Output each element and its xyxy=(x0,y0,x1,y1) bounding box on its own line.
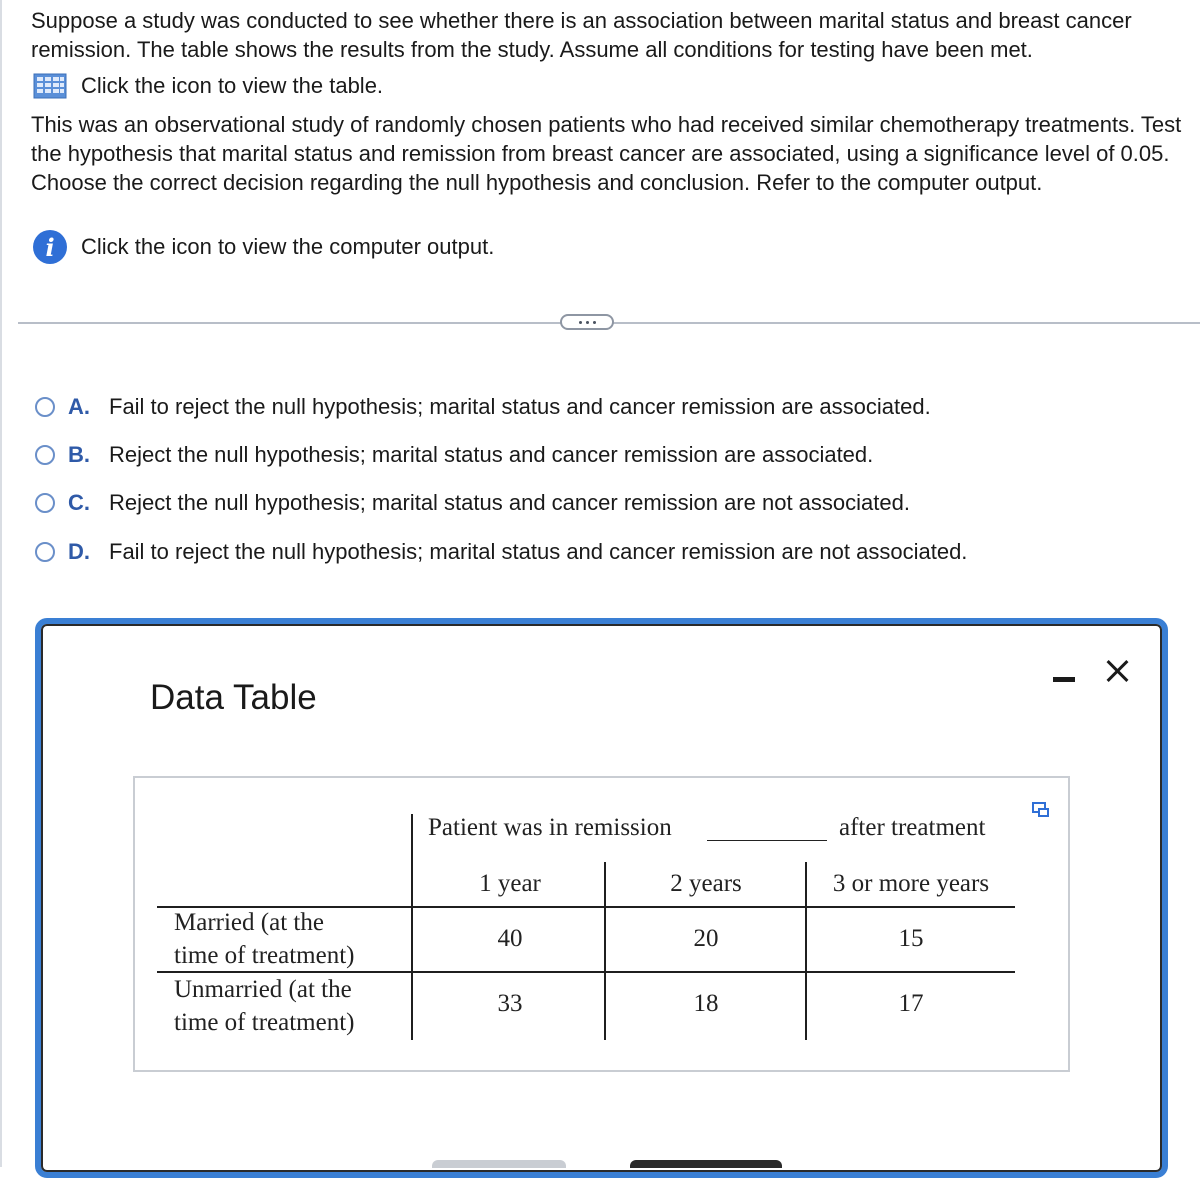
radio-c[interactable] xyxy=(35,493,55,513)
table-link-label[interactable]: Click the icon to view the table. xyxy=(81,73,384,98)
column-header: 3 or more years xyxy=(832,870,990,897)
output-link[interactable] xyxy=(33,231,494,263)
option-text[interactable]: Fail to reject the null hypothesis; marital status and cancer remission are not associated. xyxy=(109,539,968,564)
data-table-panel xyxy=(133,776,1070,1072)
option-a[interactable] xyxy=(35,392,931,422)
row-label xyxy=(174,973,354,1039)
row-label-line: Married (at the xyxy=(174,909,324,936)
table-cell: 33 xyxy=(497,990,523,1017)
row-label-line: Unmarried (at the xyxy=(174,976,352,1003)
row-label xyxy=(174,906,354,972)
option-letter: C. xyxy=(68,490,90,515)
radio-b[interactable] xyxy=(35,445,55,465)
table-cell: 40 xyxy=(497,925,523,952)
option-letter: A. xyxy=(68,394,90,419)
data-table-dialog xyxy=(35,618,1168,1178)
option-b[interactable] xyxy=(35,440,873,470)
radio-a[interactable] xyxy=(35,397,55,417)
column-group-header: Patient was in remission xyxy=(428,814,672,841)
question-intro: Suppose a study was conducted to see whether there is an association between marital status and breast cancer remission. The table shows the results from the study. Assume all conditions for testing have been met. xyxy=(31,8,1132,62)
table-cell: 20 xyxy=(693,925,719,952)
more-dots-icon[interactable] xyxy=(560,314,614,330)
table-cell: 18 xyxy=(693,990,719,1017)
option-letter: D. xyxy=(68,539,90,564)
info-icon[interactable]: i xyxy=(33,230,67,264)
minimize-icon[interactable] xyxy=(1051,672,1077,686)
column-header: 1 year xyxy=(479,870,541,897)
dialog-title: Data Table xyxy=(150,678,317,717)
option-text[interactable]: Fail to reject the null hypothesis; marital status and cancer remission are associated. xyxy=(109,394,931,419)
output-link-label[interactable]: Click the icon to view the computer output. xyxy=(81,234,495,259)
copy-icon[interactable] xyxy=(1032,802,1050,818)
table-cell: 17 xyxy=(898,990,924,1017)
row-label-line: time of treatment) xyxy=(174,942,355,969)
page-left-border xyxy=(0,0,2,1167)
column-group-header-suffix: after treatment xyxy=(839,814,986,841)
option-d[interactable] xyxy=(35,537,967,567)
close-icon[interactable] xyxy=(1103,656,1133,686)
table-link[interactable] xyxy=(33,70,383,102)
option-c[interactable] xyxy=(35,488,910,518)
table-rule xyxy=(411,814,413,1040)
radio-d[interactable] xyxy=(35,542,55,562)
table-rule xyxy=(805,862,807,1040)
option-text[interactable]: Reject the null hypothesis; marital status and cancer remission are not associated. xyxy=(109,490,910,515)
table-icon[interactable] xyxy=(33,73,67,99)
question-body: This was an observational study of randomly chosen patients who had received similar chemotherapy treatments. Test the hypothesis that marital status and remission from breast cancer are associated, using a significance level of 0.05. Choose the correct decision regarding the null hypothesis and conclusion. Refer to the computer output. xyxy=(31,112,1182,195)
column-header: 2 years xyxy=(670,870,742,897)
option-letter: B. xyxy=(68,442,90,467)
header-blank-line xyxy=(707,840,827,841)
option-text[interactable]: Reject the null hypothesis; marital status and cancer remission are associated. xyxy=(109,442,874,467)
table-cell: 15 xyxy=(898,925,924,952)
row-label-line: time of treatment) xyxy=(174,1009,355,1036)
